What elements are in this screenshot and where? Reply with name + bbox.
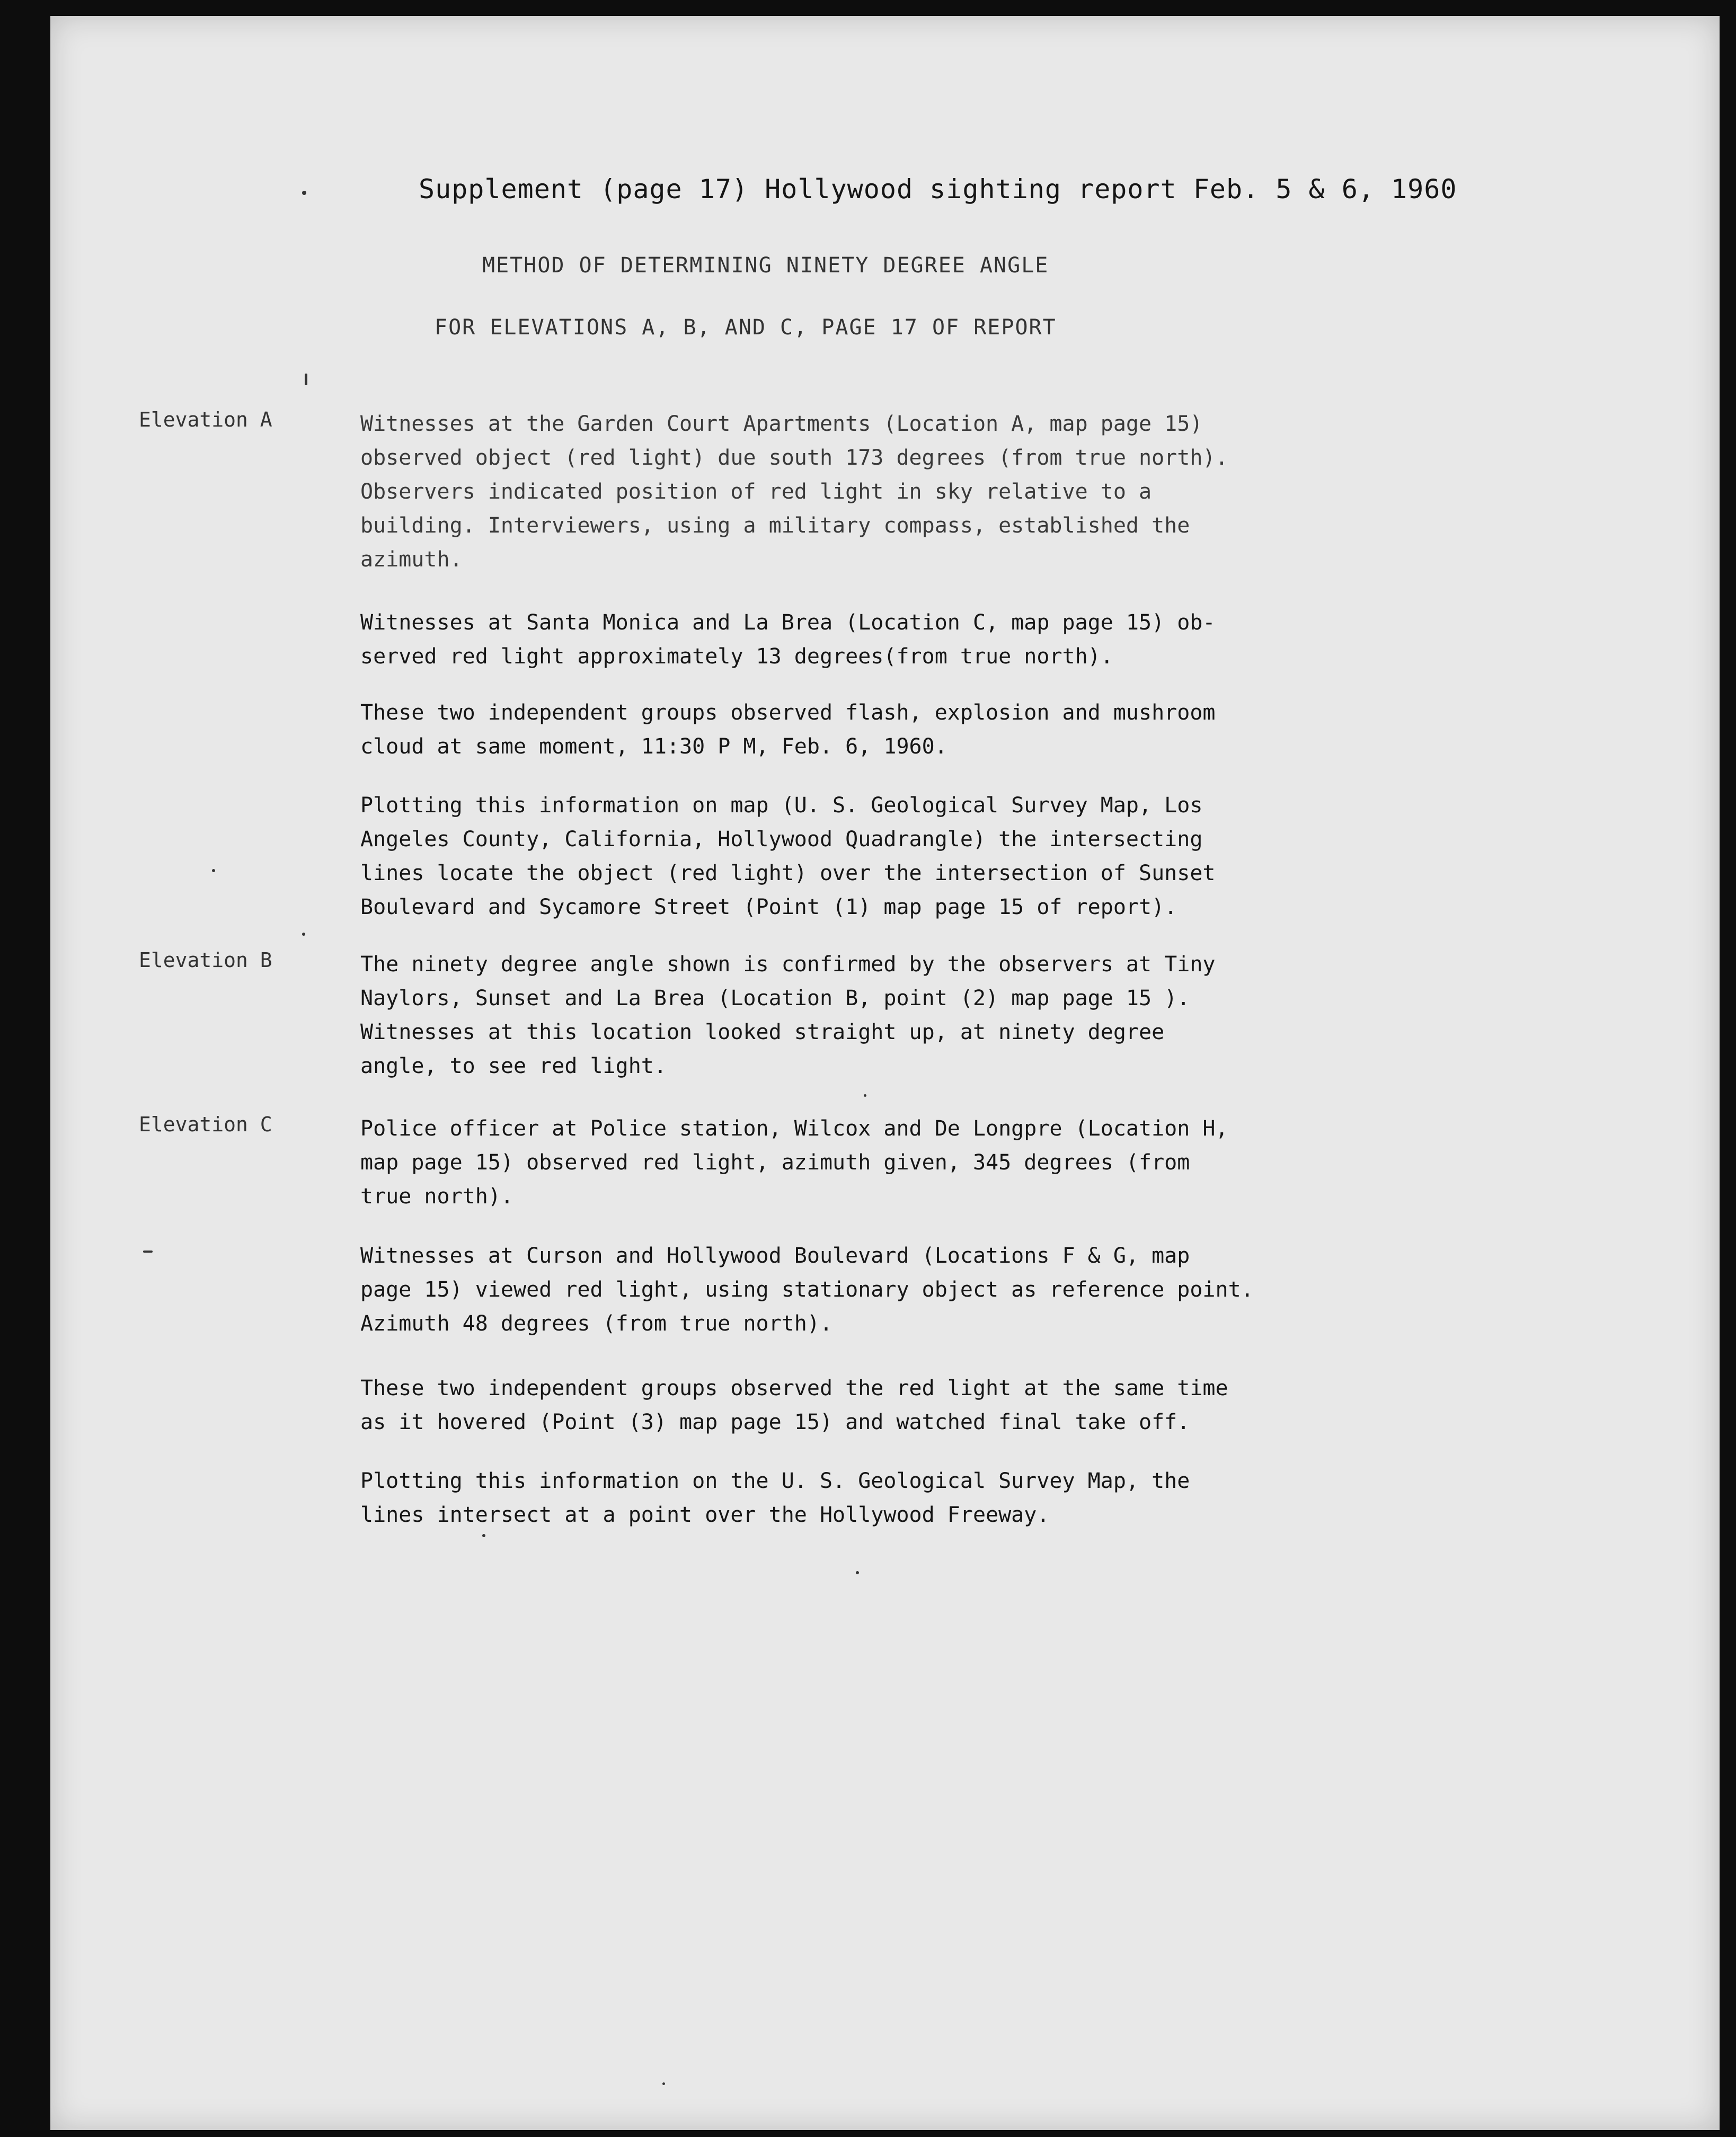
elevation-b-paragraph <box>360 947 1579 1083</box>
elevation-c-paragraph-4 <box>360 1464 1579 1532</box>
paragraph-line: building. Interviewers, using a military compass, established the <box>360 513 1190 538</box>
paragraph-line: Police officer at Police station, Wilcox and De Longpre (Location H, <box>360 1116 1228 1141</box>
scan-speck <box>856 1571 859 1574</box>
paragraph-line: cloud at same moment, 11:30 P M, Feb. 6, 1960. <box>360 734 947 759</box>
elevation-c-label: Elevation C <box>139 1113 272 1136</box>
paragraph-line: Witnesses at Curson and Hollywood Boulevard (Locations F & G, map <box>360 1244 1190 1268</box>
paragraph-line: Boulevard and Sycamore Street (Point (1) map page 15 of report). <box>360 895 1177 919</box>
paragraph-line: map page 15) observed red light, azimuth given, 345 degrees (from <box>360 1150 1190 1175</box>
paragraph-line: These two independent groups observed the red light at the same time <box>360 1376 1228 1400</box>
elevation-a-paragraph-2 <box>360 606 1579 673</box>
elevation-c-paragraph-2 <box>360 1239 1579 1341</box>
paragraph-line: These two independent groups observed flash, explosion and mushroom <box>360 700 1216 725</box>
paragraph-line: true north). <box>360 1184 513 1209</box>
paragraph-line: Naylors, Sunset and La Brea (Location B, point (2) map page 15 ). <box>360 986 1190 1010</box>
paragraph-line: observed object (red light) due south 173 degrees (from true north). <box>360 446 1228 470</box>
scan-speck <box>212 869 215 872</box>
paragraph-line: Plotting this information on the U. S. Geological Survey Map, the <box>360 1469 1190 1493</box>
paragraph-line: angle, to see red light. <box>360 1054 667 1078</box>
document-heading: Supplement (page 17) Hollywood sighting report Feb. 5 & 6, 1960 <box>419 174 1457 205</box>
paragraph-line: Plotting this information on map (U. S. Geological Survey Map, Los <box>360 793 1203 818</box>
paragraph-line: Witnesses at the Garden Court Apartments (Location A, map page 15) <box>360 412 1203 436</box>
scan-speck <box>482 1534 485 1537</box>
scan-speck <box>143 1251 153 1253</box>
paragraph-line: served red light approximately 13 degrees(from true north). <box>360 644 1113 669</box>
paragraph-line: page 15) viewed red light, using stationary object as reference point. <box>360 1278 1254 1302</box>
elevations-subheading: FOR ELEVATIONS A, B, AND C, PAGE 17 OF REPORT <box>435 315 1057 340</box>
elevation-b-label: Elevation B <box>139 948 272 972</box>
scan-speck <box>302 191 306 195</box>
elevation-a-paragraph-1 <box>360 407 1579 577</box>
paragraph-line: Witnesses at this location looked straight up, at ninety degree <box>360 1020 1165 1044</box>
paragraph-line: lines intersect at a point over the Hollywood Freeway. <box>360 1503 1050 1527</box>
paragraph-line: lines locate the object (red light) over the intersection of Sunset <box>360 861 1216 885</box>
scan-speck <box>305 374 307 385</box>
paragraph-line: Angeles County, California, Hollywood Quadrangle) the intersecting <box>360 827 1203 852</box>
paragraph-line: Witnesses at Santa Monica and La Brea (Location C, map page 15) ob- <box>360 610 1216 635</box>
scan-speck <box>302 933 305 936</box>
paragraph-line: as it hovered (Point (3) map page 15) and watched final take off. <box>360 1410 1190 1434</box>
scan-speck <box>662 2082 665 2085</box>
elevation-a-label: Elevation A <box>139 408 272 431</box>
elevation-a-paragraph-3 <box>360 696 1579 764</box>
paragraph-line: Observers indicated position of red light in sky relative to a <box>360 480 1152 504</box>
paragraph-line: azimuth. <box>360 547 463 572</box>
paragraph-line: The ninety degree angle shown is confirmed by the observers at Tiny <box>360 952 1216 977</box>
elevation-a-paragraph-4 <box>360 788 1579 924</box>
elevation-c-paragraph-3 <box>360 1371 1579 1439</box>
paragraph-line: Azimuth 48 degrees (from true north). <box>360 1311 833 1336</box>
scan-speck <box>864 1094 866 1097</box>
method-subheading: METHOD OF DETERMINING NINETY DEGREE ANGLE <box>482 253 1049 278</box>
elevation-c-paragraph-1 <box>360 1112 1579 1213</box>
